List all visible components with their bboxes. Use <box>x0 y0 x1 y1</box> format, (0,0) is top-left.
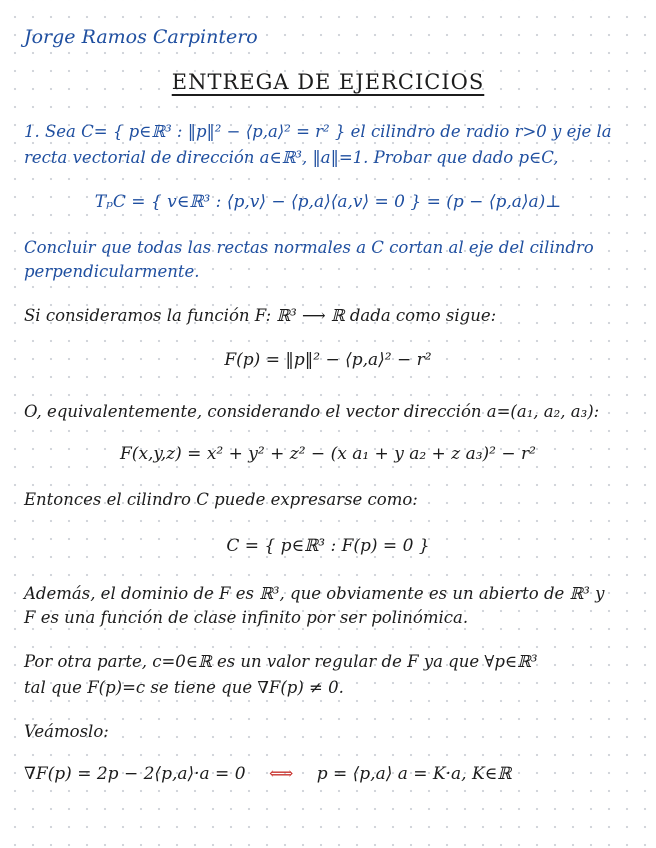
function-xyz-equation: F(x,y,z) = x² + y² + z² − (x a₁ + y a₂ + z a₃)² − r² <box>120 444 536 464</box>
function-equation: F(p) = ‖p‖² − ⟨p,a⟩² − r² <box>224 350 432 370</box>
tangent-space-equation: TₚC = { v∈ℝ³ : ⟨p,v⟩ − ⟨p,a⟩⟨a,v⟩ = 0 } = (p − ⟨p,a⟩a)⊥ <box>94 192 562 212</box>
exercise-line-2: recta vectorial de dirección a∈ℝ³, ‖a‖=1. Probar que dado p∈C, <box>24 148 559 167</box>
solution-line-8: Veámoslo: <box>24 722 109 741</box>
solution-line-4: Además, el dominio de F es ℝ³, que obviamente es un abierto de ℝ³ y <box>24 584 605 603</box>
gradient-equation-row <box>24 764 511 784</box>
gradient-equation-lhs: ∇F(p) = 2p − 2⟨p,a⟩·a = 0 <box>24 764 246 784</box>
solution-line-6: Por otra parte, c=0∈ℝ es un valor regular de F ya que ∀p∈ℝ³ <box>24 652 538 671</box>
solution-line-7: tal que F(p)=c se tiene que ∇F(p) ≠ 0. <box>24 678 344 697</box>
author-name: Jorge Ramos Carpintero <box>24 26 258 48</box>
exercise-line-3: Concluir que todas las rectas normales a C cortan al eje del cilindro <box>24 238 594 257</box>
solution-line-5: F es una función de clase infinito por ser polinómica. <box>24 608 469 627</box>
exercise-line-1: 1. Sea C= { p∈ℝ³ : ‖p‖² − ⟨p,a⟩² = r² } el cilindro de radio r>0 y eje la <box>24 122 612 141</box>
gradient-equation-rhs: p = ⟨p,a⟩ a = K·a, K∈ℝ <box>316 764 512 784</box>
solution-line-3: Entonces el cilindro C puede expresarse como: <box>24 490 418 509</box>
page-title-text: ENTREGA DE EJERCICIOS <box>171 70 485 94</box>
cylinder-set-equation: C = { p∈ℝ³ : F(p) = 0 } <box>226 536 430 556</box>
solution-line-1: Si consideramos la función F: ℝ³ ⟶ ℝ dada como sigue: <box>24 306 497 325</box>
page-title <box>0 70 656 94</box>
exercise-line-4: perpendicularmente. <box>24 262 200 281</box>
iff-arrow: ⟺ <box>268 764 294 784</box>
solution-line-2: O, equivalentemente, considerando el vector dirección a=(a₁, a₂, a₃): <box>24 402 600 421</box>
